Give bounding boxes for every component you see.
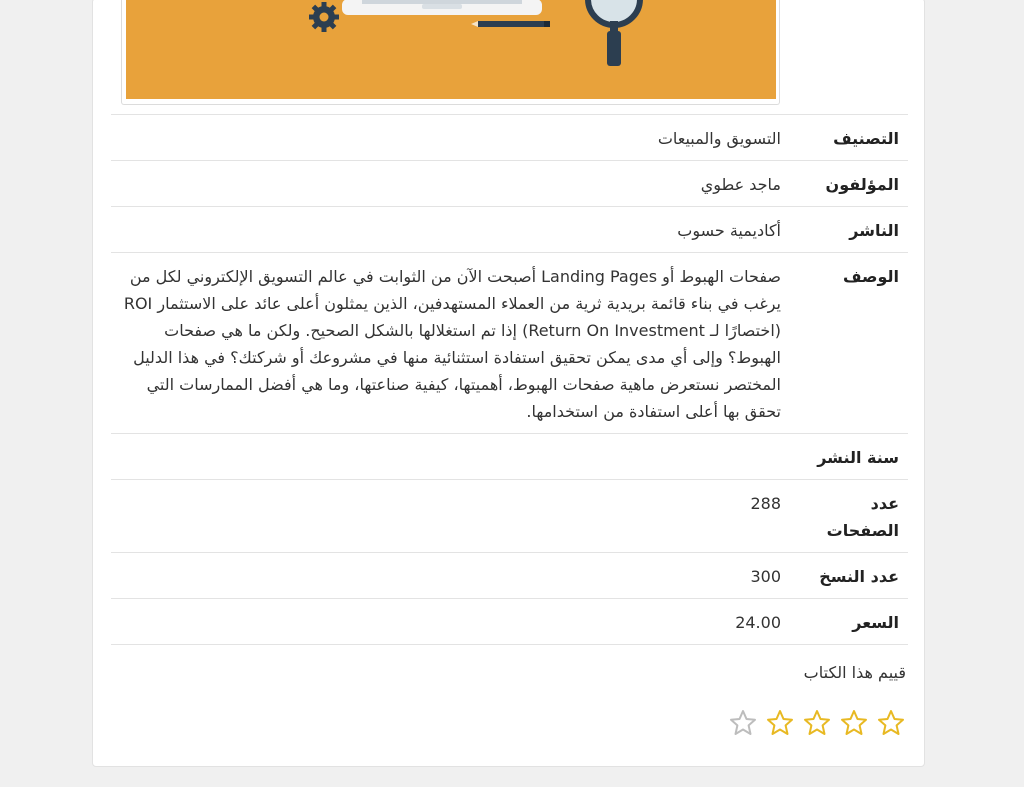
detail-row-page-count: [111, 480, 908, 553]
detail-row-category: [111, 115, 908, 161]
detail-label: عدد النسخ: [819, 567, 899, 586]
star-icon-4[interactable]: [765, 708, 795, 738]
detail-row-publisher: [111, 207, 908, 253]
book-details-table: [111, 114, 908, 645]
star-icon-2[interactable]: [839, 708, 869, 738]
detail-label: التصنيف: [833, 129, 899, 148]
detail-value: 24.00: [735, 613, 781, 632]
detail-value: 300: [750, 567, 781, 586]
detail-label: سنة النشر: [817, 448, 899, 467]
detail-label: السعر: [852, 613, 899, 632]
gear-icon: [309, 2, 339, 32]
star-rating[interactable]: [728, 708, 906, 738]
detail-row-price: [111, 599, 908, 645]
star-icon-5[interactable]: [728, 708, 758, 738]
detail-row-authors: [111, 161, 908, 207]
magnifier-icon: [588, 0, 640, 66]
detail-value: ماجد عطوي: [700, 175, 781, 194]
star-icon-3[interactable]: [802, 708, 832, 738]
detail-value: التسويق والمبيعات: [657, 129, 781, 148]
laptop-icon: [342, 0, 542, 15]
rate-book-label: قييم هذا الكتاب: [803, 663, 906, 682]
star-icon-1[interactable]: [876, 708, 906, 738]
pencil-icon: [471, 21, 550, 27]
book-cover-image: [126, 0, 776, 99]
detail-value-description: صفحات الهبوط أو Landing Pages أصبحت الآن من الثوابت في عالم التسويق الإلكتروني لكل من يرغب في بناء قائمة بريدية ثرية من العملاء المستهدفين، الذين يمثلون أعلى عائد على الاستثمار ROI (اختصارًا لـ Return On Investment) إذا تم استغلالها بالشكل الصحيح. ولكن ما هي صفحات الهبوط؟ وإلى أي مدى يمكن تحقيق استفادة استثنائية منها في مشروعك أو شركتك؟ في هذا الدليل المختصر نستعرض ماهية صفحات الهبوط، أهميتها، كيفية صناعتها، وما هي أفضل الممارسات التي تحقق بها أعلى استفادة من استخدامها.: [123, 267, 781, 421]
detail-row-publish-year: [111, 434, 908, 480]
detail-row-copies: [111, 553, 908, 599]
detail-label: المؤلفون: [825, 175, 899, 194]
detail-label: الناشر: [849, 221, 899, 240]
detail-row-description: [111, 253, 908, 434]
detail-label: عدد الصفحات: [826, 494, 899, 540]
book-card: [92, 0, 925, 767]
book-cover-frame: [121, 0, 780, 105]
detail-value: أكاديمية حسوب: [677, 221, 781, 240]
detail-value: 288: [750, 494, 781, 513]
detail-value: [111, 434, 792, 480]
detail-label: الوصف: [842, 267, 899, 286]
